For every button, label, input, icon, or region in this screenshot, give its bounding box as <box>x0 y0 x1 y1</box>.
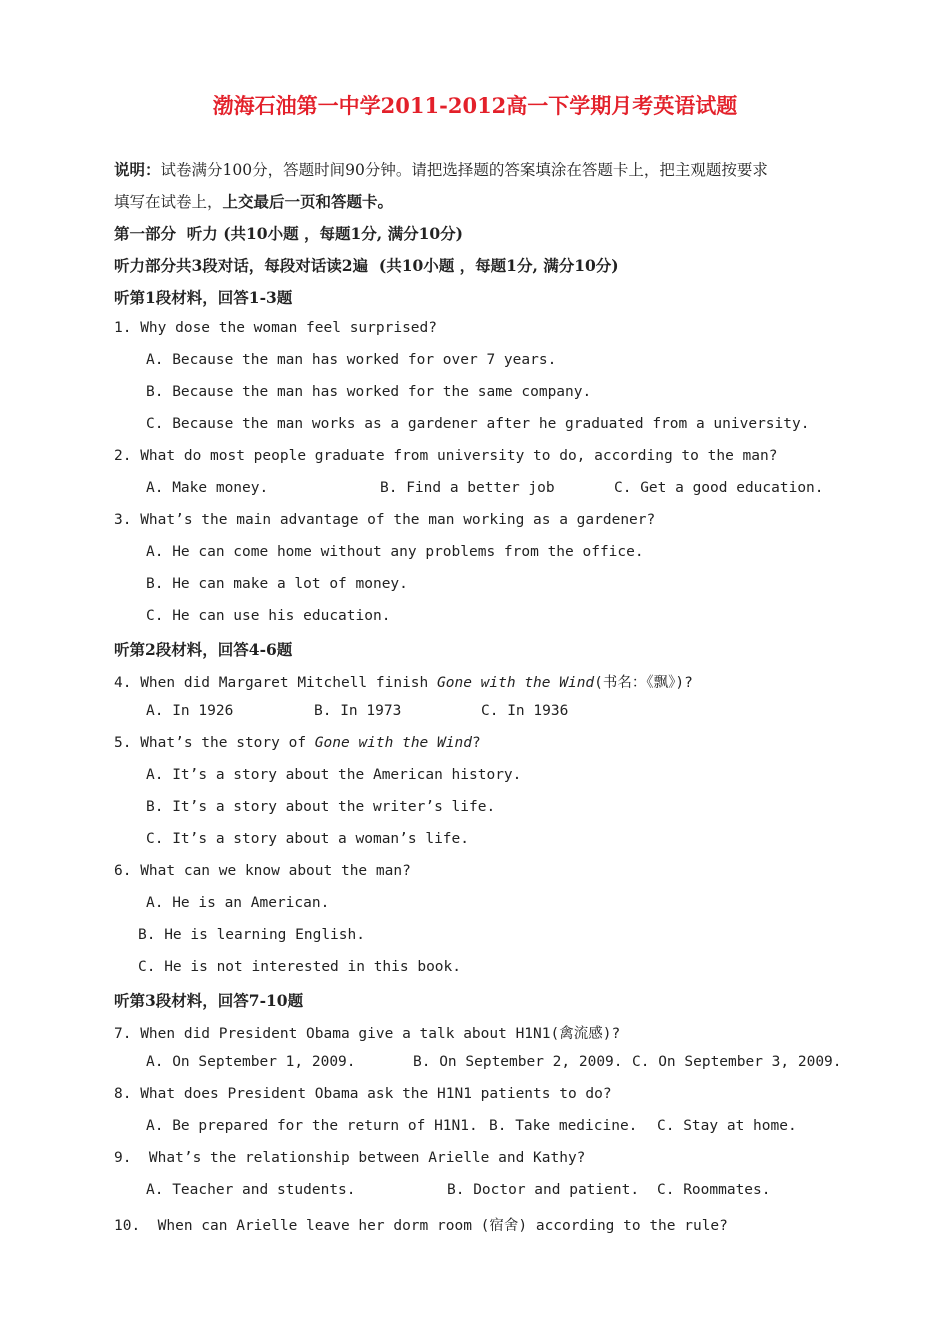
q7-option-b: B. On September 2, 2009. <box>413 1054 623 1070</box>
question-3: 3. What’s the main advantage of the man working as a gardener? <box>114 512 656 528</box>
question-7: 7. When did President Obama give a talk about H1N1(禽流感)? <box>114 1026 621 1042</box>
q7-option-a: A. On September 1, 2009. <box>146 1054 356 1070</box>
q7-option-c: C. On September 3, 2009. <box>632 1054 842 1070</box>
section-heading-2: 听第2段材料，回答4-6题 <box>114 640 293 659</box>
q4-text-end: (书名：《飘》)? <box>594 675 693 691</box>
q4-option-c: C. In 1936 <box>481 703 569 719</box>
instructions-text-2: 填写在试卷上， <box>114 193 223 211</box>
section-heading-1: 听第1段材料，回答1-3题 <box>114 288 293 307</box>
q1-option-c: C. Because the man works as a gardener after he graduated from a university. <box>146 416 810 432</box>
q3-option-a: A. He can come home without any problems from the office. <box>146 544 644 560</box>
q5-text-end: ? <box>471 735 481 751</box>
q4-book-title: Gone with the Wind <box>437 675 595 691</box>
q1-option-b: B. Because the man has worked for the same company. <box>146 384 592 400</box>
exam-title: 渤海石油第一中学2011-2012高一下学期月考英语试题 <box>212 93 738 118</box>
question-1: 1. Why dose the woman feel surprised? <box>114 320 438 336</box>
q5-option-b: B. It’s a story about the writer’s life. <box>146 799 496 815</box>
q5-option-a: A. It’s a story about the American history. <box>146 767 522 783</box>
q8-option-c: C. Stay at home. <box>657 1118 797 1134</box>
q9-option-c: C. Roommates. <box>657 1182 771 1198</box>
q6-option-b: B. He is learning English. <box>138 927 365 943</box>
q6-option-c: C. He is not interested in this book. <box>138 959 462 975</box>
part1-heading: 第一部分 听力 (共10小题 ，每题1分, 满分10分) <box>114 224 463 243</box>
question-8: 8. What does President Obama ask the H1N1 patients to do? <box>114 1086 612 1102</box>
question-6: 6. What can we know about the man? <box>114 863 411 879</box>
instructions-text-1: 试卷满分100分，答题时间90分钟。请把选择题的答案填涂在答题卡上，把主观题按要求 <box>160 161 768 179</box>
question-9: 9. What’s the relationship between Arielle and Kathy? <box>114 1150 586 1166</box>
question-5 <box>114 735 481 751</box>
q5-text: 5. What’s the story of <box>114 735 315 751</box>
q4-option-a: A. In 1926 <box>146 703 234 719</box>
q1-option-a: A. Because the man has worked for over 7 years. <box>146 352 557 368</box>
instructions-label: 说明： <box>114 160 161 179</box>
q2-option-b: B. Find a better job <box>380 480 555 496</box>
instructions-line-2 <box>114 190 393 212</box>
section-heading-3: 听第3段材料，回答7-10题 <box>114 991 304 1010</box>
q9-option-b: B. Doctor and patient. <box>447 1182 640 1198</box>
q8-option-a: A. Be prepared for the return of H1N1. <box>146 1118 478 1134</box>
q2-option-c: C. Get a good education. <box>614 480 824 496</box>
question-4 <box>114 671 693 692</box>
q2-option-a: A. Make money. <box>146 480 269 496</box>
listening-intro: 听力部分共3段对话，每段对话读2遍 (共10小题 ，每题1分, 满分10分) <box>114 256 619 275</box>
q5-book-title: Gone with the Wind <box>314 735 472 751</box>
q9-option-a: A. Teacher and students. <box>146 1182 356 1198</box>
q8-option-b: B. Take medicine. <box>489 1118 638 1134</box>
instructions-emphasis: 上交最后一页和答题卡。 <box>222 192 394 211</box>
q4-option-b: B. In 1973 <box>314 703 402 719</box>
q3-option-b: B. He can make a lot of money. <box>146 576 408 592</box>
question-10: 10. When can Arielle leave her dorm room (宿舍) according to the rule? <box>114 1218 728 1234</box>
q4-text: 4. When did Margaret Mitchell finish <box>114 675 438 691</box>
q6-option-a: A. He is an American. <box>146 895 330 911</box>
q3-option-c: C. He can use his education. <box>146 608 391 624</box>
q5-option-c: C. It’s a story about a woman’s life. <box>146 831 470 847</box>
question-2: 2. What do most people graduate from university to do, according to the man? <box>114 448 778 464</box>
instructions-line-1 <box>114 158 768 180</box>
